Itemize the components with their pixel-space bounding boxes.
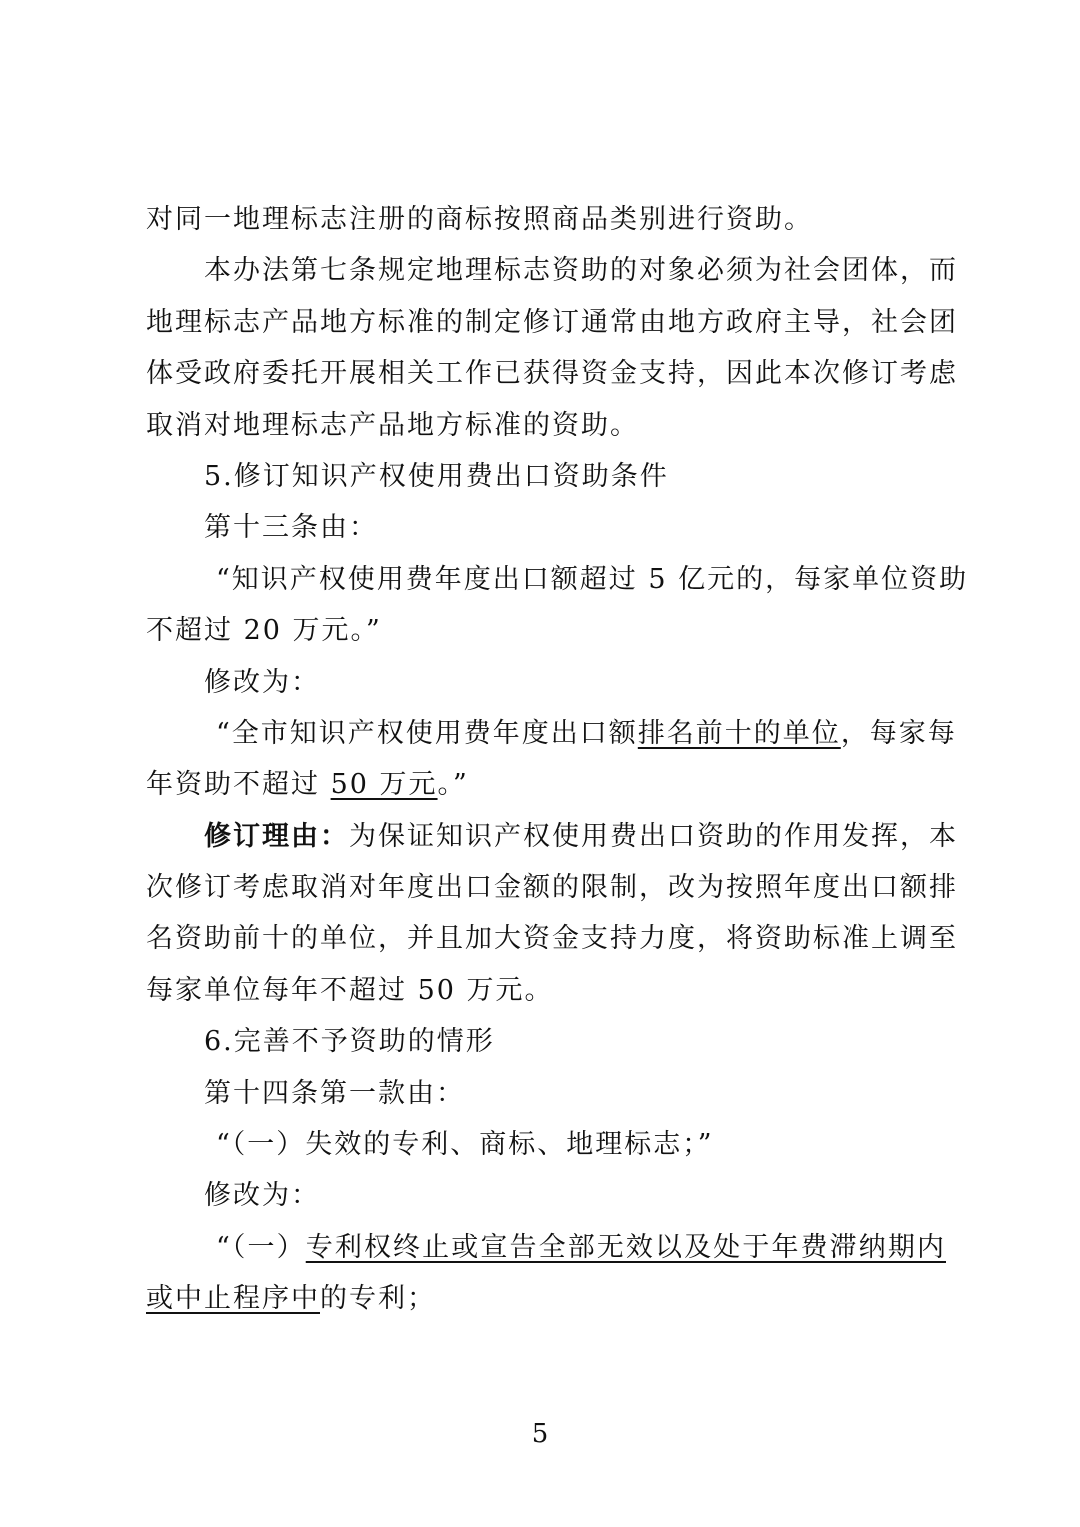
text-span: 次修订考虑取消对年度出口金额的限制，改为按照年度出口额排: [146, 872, 958, 904]
text-span: “知识产权使用费年度出口额超过 5 亿元的，每家单位资助: [216, 563, 969, 595]
text-span: 地理标志产品地方标准的制定修订通常由地方政府主导，社会团: [146, 306, 958, 338]
text-span: 6.完善不予资助的情形: [204, 1026, 495, 1058]
text-span: “全市知识产权使用费年度出口额: [216, 717, 638, 749]
document-body: [146, 194, 969, 1325]
revision-reason-line-4: [146, 965, 946, 1016]
revision-reason-line-2: [146, 862, 958, 913]
text-span: 对同一地理标志注册的商标按照商品类别进行资助。: [146, 204, 813, 235]
text-span: 修改为：: [204, 666, 320, 698]
text-span: 。”: [437, 769, 469, 801]
section-heading-6: [146, 1016, 946, 1067]
text-span: 名资助前十的单位，并且加大资金支持力度，将资助标准上调至: [146, 923, 958, 955]
quote-original-line-1: [146, 554, 969, 605]
text-span: 的专利；: [320, 1283, 436, 1315]
underlined-text: 50 万元: [330, 769, 438, 801]
amended-to-label: [146, 657, 946, 708]
text-span: 第十三条由：: [204, 512, 378, 544]
text-span: 修改为：: [204, 1180, 320, 1212]
text-span: 每家单位每年不超过 50 万元。: [146, 974, 554, 1006]
text-span: 第十四条第一款由：: [204, 1077, 465, 1109]
article-13-intro: [146, 502, 946, 553]
quote-original-line-2: [146, 605, 946, 656]
quote-amended-line-1: [146, 708, 957, 759]
text-span: 年资助不超过: [146, 769, 331, 801]
text-span: “（一）: [216, 1231, 306, 1263]
section-heading-5: [146, 451, 946, 502]
text-span: 不超过 20 万元。”: [146, 615, 382, 647]
quote-amended-item-line-1: [146, 1222, 946, 1273]
text-span: 5.修订知识产权使用费出口资助条件: [204, 460, 669, 492]
amended-to-label-2: [146, 1170, 946, 1221]
revision-reason-line-1: [146, 811, 958, 862]
bold-label: 修订理由：: [204, 820, 349, 852]
quote-amended-line-2: [146, 759, 946, 810]
underlined-text: 专利权终止或宣告全部无效以及处于年费滞纳期内: [305, 1231, 946, 1263]
text-span: “（一）失效的专利、商标、地理标志；”: [216, 1129, 714, 1161]
paragraph-line-5: [146, 400, 946, 451]
text-span: ，每家每: [840, 717, 957, 749]
underlined-text: 或中止程序中: [146, 1283, 320, 1315]
text-span: 取消对地理标志产品地方标准的资助。: [146, 409, 639, 441]
paragraph-line-2: [146, 245, 958, 296]
quote-amended-item-line-2: [146, 1273, 946, 1324]
page-number: 5: [531, 1419, 549, 1449]
underlined-text: 排名前十的单位: [637, 717, 841, 749]
quote-original-item-1: [146, 1119, 946, 1170]
paragraph-line-1: [146, 194, 946, 245]
paragraph-line-4: [146, 348, 958, 399]
article-14-intro: [146, 1068, 946, 1119]
text-span: 体受政府委托开展相关工作已获得资金支持，因此本次修订考虑: [146, 358, 958, 390]
text-span: 本办法第七条规定地理标志资助的对象必须为社会团体，而: [204, 255, 958, 287]
revision-reason-line-3: [146, 913, 958, 964]
text-span: 为保证知识产权使用费出口资助的作用发挥，本: [349, 820, 958, 852]
paragraph-line-3: [146, 297, 958, 348]
